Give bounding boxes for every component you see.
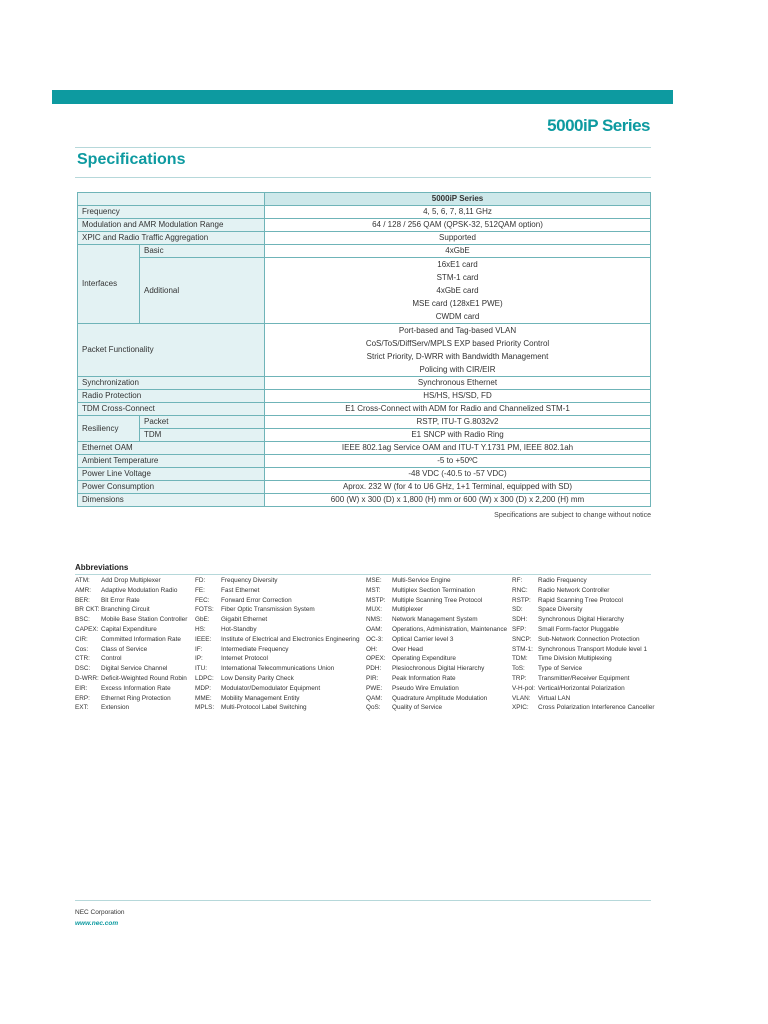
abbreviation-item [195,577,360,587]
abbreviation-item [366,695,507,705]
abbreviation-key: IEEE: [195,635,212,643]
abbreviation-item [75,616,187,626]
abbreviation-definition: Pseudo Wire Emulation [392,684,459,692]
abbreviation-definition: Bit Error Rate [101,596,140,604]
row-value-stack [265,258,651,324]
abbreviation-key: OPEX: [366,655,386,663]
abbreviation-key: QoS: [366,704,381,712]
table-row [78,206,651,219]
abbreviation-definition: Time Division Multiplexing [538,655,612,663]
abbreviation-key: OC-3: [366,635,384,643]
table-row [78,455,651,468]
abbreviation-definition: Institute of Electrical and Electronics Engineering [221,635,360,643]
abbreviation-definition: Adaptive Modulation Radio [101,586,178,594]
change-notice: Specifications are subject to change without notice [494,512,651,519]
abbreviation-definition: Small Form-factor Pluggable [538,625,619,633]
abbreviation-key: LDPC: [195,674,214,682]
abbreviation-item [366,685,507,695]
table-row [78,403,651,416]
abbreviation-key: XPIC: [512,704,529,712]
row-label: Modulation and AMR Modulation Range [78,219,265,232]
abbreviation-item [366,597,507,607]
abbreviation-key: IF: [195,645,203,653]
table-row [78,232,651,245]
table-row [78,377,651,390]
abbreviation-key: BER: [75,596,90,604]
row-label: Power Line Voltage [78,468,265,481]
abbreviation-item [512,695,655,705]
row-value-line: CoS/ToS/DiffServ/MPLS EXP based Priority Control [365,339,550,348]
row-value-line: 4xGbE card [436,286,479,295]
abbreviation-key: TDM: [512,655,528,663]
table-row [78,468,651,481]
row-label: XPIC and Radio Traffic Aggregation [78,232,265,245]
row-label: Packet Functionality [78,324,265,377]
abbreviation-item [195,704,360,714]
divider-heading [75,177,651,178]
abbreviation-definition: Capital Expenditure [101,625,157,633]
abbreviation-key: EXT: [75,704,89,712]
row-value: 4xGbE [265,245,651,258]
abbreviation-definition: Multiplex Section Termination [392,586,475,594]
abbreviation-key: OH: [366,645,378,653]
row-value: RSTP, ITU-T G.8032v2 [265,416,651,429]
row-label: Dimensions [78,494,265,507]
abbreviation-key: BR CKT: [75,606,100,614]
abbreviation-key: PDH: [366,665,382,673]
abbreviation-item [366,675,507,685]
row-label: Power Consumption [78,481,265,494]
abbreviation-item [75,587,187,597]
row-value: Supported [265,232,651,245]
series-title: 5000iP Series [547,116,650,135]
abbreviation-item [75,577,187,587]
abbreviation-key: FE: [195,586,205,594]
abbreviation-item [512,597,655,607]
abbreviation-key: MUX: [366,606,382,614]
abbreviation-key: Cos: [75,645,89,653]
abbreviations-title: Abbreviations [75,563,129,572]
header-blank-cell [78,193,265,206]
abbreviation-key: MDP: [195,684,211,692]
divider-abbreviations [75,574,651,575]
abbreviation-item [366,587,507,597]
abbreviation-key: AMR: [75,586,91,594]
abbreviation-key: ATM: [75,577,90,584]
row-label: Radio Protection [78,390,265,403]
abbreviation-definition: Radio Frequency [538,577,587,584]
abbreviation-key: D-WRR: [75,674,99,682]
abbreviation-item [75,646,187,656]
row-sublabel: TDM [140,429,265,442]
row-sublabel: Packet [140,416,265,429]
row-value: -48 VDC (-40.5 to -57 VDC) [265,468,651,481]
abbreviation-column [512,577,655,714]
abbreviation-definition: Plesiochronous Digital Hierarchy [392,665,485,673]
abbreviation-definition: Fiber Optic Transmission System [221,606,315,614]
abbreviation-item [75,597,187,607]
abbreviation-item [366,665,507,675]
table-row [78,429,651,442]
abbreviation-definition: Multiplexer [392,606,423,614]
abbreviation-item [512,626,655,636]
abbreviation-key: SD: [512,606,523,614]
abbreviation-definition: Deficit-Weighted Round Robin [101,674,187,682]
abbreviation-item [366,655,507,665]
abbreviation-item [195,626,360,636]
abbreviation-item [75,704,187,714]
row-value: IEEE 802.1ag Service OAM and ITU-T Y.1731 PM, IEEE 802.1ah [265,442,651,455]
abbreviation-item [195,695,360,705]
abbreviation-definition: Optical Carrier level 3 [392,635,454,643]
row-sublabel: Additional [140,258,265,324]
abbreviation-key: FD: [195,577,206,584]
row-label: Ambient Temperature [78,455,265,468]
row-label: TDM Cross-Connect [78,403,265,416]
row-label: Frequency [78,206,265,219]
abbreviation-item [75,655,187,665]
abbreviation-definition: Radio Network Controller [538,586,610,594]
row-value: E1 Cross-Connect with ADM for Radio and Channelized STM-1 [265,403,651,416]
row-sublabel: Basic [140,245,265,258]
abbreviation-item [195,587,360,597]
abbreviation-item [366,606,507,616]
row-value: -5 to +50ºC [265,455,651,468]
abbreviation-item [195,597,360,607]
abbreviation-key: PIR: [366,674,379,682]
abbreviation-key: GbE: [195,616,210,624]
abbreviation-key: RSTP: [512,596,531,604]
abbreviation-definition: Peak Information Rate [392,674,456,682]
abbreviation-definition: Mobile Base Station Controller [101,616,188,624]
abbreviation-definition: Control [101,655,122,663]
abbreviation-definition: Ethernet Ring Protection [101,694,171,702]
abbreviation-key: ERP: [75,694,90,702]
abbreviation-definition: Quadrature Amplitude Modulation [392,694,488,702]
abbreviation-key: EIR: [75,684,88,692]
row-label: Ethernet OAM [78,442,265,455]
abbreviation-definition: Add Drop Multiplexer [101,577,161,584]
abbreviation-item [512,646,655,656]
abbreviation-key: ITU: [195,665,208,673]
abbreviation-item [512,675,655,685]
abbreviation-key: ToS: [512,665,525,673]
row-value-line: MSE card (128xE1 PWE) [412,299,503,308]
abbreviation-item [366,616,507,626]
abbreviation-definition: Type of Service [538,665,583,673]
abbreviation-column [366,577,507,714]
abbreviation-item [512,587,655,597]
abbreviation-item [366,577,507,587]
abbreviation-definition: Internet Protocol [221,655,268,663]
abbreviation-item [512,636,655,646]
abbreviation-item [512,704,655,714]
abbreviation-key: MST: [366,586,381,594]
abbreviation-column [75,577,187,714]
table-row [78,219,651,232]
abbreviation-item [512,577,655,587]
abbreviation-item [195,636,360,646]
abbreviation-key: RNC: [512,586,528,594]
row-value: HS/HS, HS/SD, FD [265,390,651,403]
abbreviation-key: STM-1: [512,645,533,653]
row-value-line: Policing with CIR/EIR [419,365,496,374]
table-row [78,245,651,258]
abbreviation-item [75,675,187,685]
abbreviation-item [75,685,187,695]
abbreviation-definition: Synchronous Transport Module level 1 [538,645,648,653]
abbreviation-key: MSE: [366,577,382,584]
table-row [78,481,651,494]
corporation-name: NEC Corporation [75,909,125,916]
abbreviation-key: SFP: [512,625,527,633]
table-header-row [78,193,651,206]
abbreviation-item [512,616,655,626]
abbreviation-definition: Vertical/Horizontal Polarization [538,684,625,692]
abbreviation-item [195,685,360,695]
abbreviation-key: SDH: [512,616,528,624]
row-value: 64 / 128 / 256 QAM (QPSK-32, 512QAM option) [265,219,651,232]
row-value: Aprox. 232 W (for 4 to U6 GHz, 1+1 Terminal, equipped with SD) [265,481,651,494]
row-value: Synchronous Ethernet [265,377,651,390]
row-value: 4, 5, 6, 7, 8,11 GHz [265,206,651,219]
abbreviation-definition: Extension [101,704,130,712]
row-value-line: 16xE1 card [437,260,478,269]
abbreviation-definition: Sub-Network Connection Protection [538,635,640,643]
abbreviation-definition: Gigabit Ethernet [221,616,268,624]
table-row [78,442,651,455]
abbreviation-definition: Modulator/Demodulator Equipment [221,684,321,692]
abbreviation-definition: Over Head [392,645,423,653]
abbreviation-key: V-H-pol: [512,684,536,692]
abbreviation-item [195,616,360,626]
abbreviation-item [366,636,507,646]
abbreviation-definition: Quality of Service [392,704,443,712]
abbreviation-key: DSC: [75,665,91,673]
abbreviation-definition: Frequency Diversity [221,577,278,584]
abbreviation-definition: Multi-Service Engine [392,577,451,584]
abbreviation-item [75,665,187,675]
abbreviation-definition: International Telecommunications Union [221,665,335,673]
abbreviation-key: FOTS: [195,606,214,614]
abbreviation-definition: Multiple Scanning Tree Protocol [392,596,483,604]
abbreviation-definition: Cross Polarization Interference Canceller [538,704,655,712]
abbreviation-key: MPLS: [195,704,215,712]
abbreviation-column [195,577,360,714]
abbreviation-key: MSTP: [366,596,386,604]
abbreviation-key: FEC: [195,596,210,604]
abbreviation-definition: Forward Error Correction [221,596,292,604]
abbreviation-item [195,655,360,665]
abbreviation-definition: Hot-Standby [221,625,257,633]
table-row [78,390,651,403]
abbreviation-definition: Virtual LAN [538,694,571,702]
abbreviation-item [75,695,187,705]
abbreviation-item [512,655,655,665]
abbreviation-definition: Synchronous Digital Hierarchy [538,616,624,624]
abbreviation-item [75,636,187,646]
row-value: 600 (W) x 300 (D) x 1,800 (H) mm or 600 (W) x 300 (D) x 2,200 (H) mm [265,494,651,507]
divider-top [75,147,651,148]
abbreviation-definition: Low Density Parity Check [221,674,294,682]
row-value-line: Strict Priority, D-WRR with Bandwidth Management [366,352,549,361]
abbreviation-item [366,626,507,636]
abbreviation-definition: Operating Expenditure [392,655,456,663]
abbreviation-key: CAPEX: [75,625,99,633]
abbreviation-definition: Rapid Scanning Tree Protocol [538,596,623,604]
abbreviation-key: CIR: [75,635,88,643]
abbreviation-definition: Space Diversity [538,606,583,614]
header-color-bar [52,90,673,104]
abbreviation-definition: Network Management System [392,616,478,624]
abbreviation-definition: Branching Circuit [101,606,150,614]
abbreviation-item [195,665,360,675]
row-label: Synchronization [78,377,265,390]
abbreviation-definition: Class of Service [101,645,148,653]
abbreviation-item [75,626,187,636]
abbreviation-definition: Digital Service Channel [101,665,168,673]
row-label: Resiliency [78,416,140,442]
abbreviation-key: IP: [195,655,203,663]
table-row [78,324,651,377]
abbreviation-key: QAM: [366,694,383,702]
abbreviation-key: CTR: [75,655,90,663]
abbreviation-key: SNCP: [512,635,532,643]
abbreviation-item [512,685,655,695]
abbreviation-key: RF: [512,577,523,584]
abbreviation-key: TRP: [512,674,527,682]
abbreviation-key: MME: [195,694,212,702]
abbreviation-key: PWE: [366,684,383,692]
abbreviation-definition: Committed Information Rate [101,635,181,643]
specifications-table [77,192,651,507]
table-row [78,258,651,324]
abbreviation-item [512,606,655,616]
abbreviation-key: VLAN: [512,694,531,702]
row-value: E1 SNCP with Radio Ring [265,429,651,442]
abbreviation-item [195,646,360,656]
abbreviation-key: HS: [195,625,206,633]
abbreviation-item [75,606,187,616]
abbreviation-definition: Fast Ethernet [221,586,260,594]
table-row [78,416,651,429]
abbreviation-item [366,704,507,714]
abbreviation-key: NMS: [366,616,382,624]
abbreviation-key: BSC: [75,616,90,624]
row-value-line: CWDM card [435,312,480,321]
abbreviation-definition: Mobility Management Entity [221,694,300,702]
abbreviation-item [195,675,360,685]
section-title: Specifications [77,151,186,168]
divider-footer [75,900,651,901]
row-value-stack [265,324,651,377]
abbreviation-definition: Multi-Protocol Label Switching [221,704,307,712]
abbreviation-item [366,646,507,656]
row-label: Interfaces [78,245,140,324]
abbreviation-definition: Excess Information Rate [101,684,171,692]
abbreviation-definition: Transmitter/Receiver Equipment [538,674,630,682]
abbreviation-key: OAM: [366,625,383,633]
column-header: 5000iP Series [265,193,651,206]
row-value-line: Port-based and Tag-based VLAN [398,326,517,335]
row-value-line: STM-1 card [436,273,479,282]
abbreviation-definition: Operations, Administration, Maintenance [392,625,508,633]
table-row [78,494,651,507]
abbreviation-item [195,606,360,616]
abbreviation-definition: Intermediate Frequency [221,645,289,653]
website-link[interactable]: www.nec.com [75,920,119,927]
abbreviation-item [512,665,655,675]
